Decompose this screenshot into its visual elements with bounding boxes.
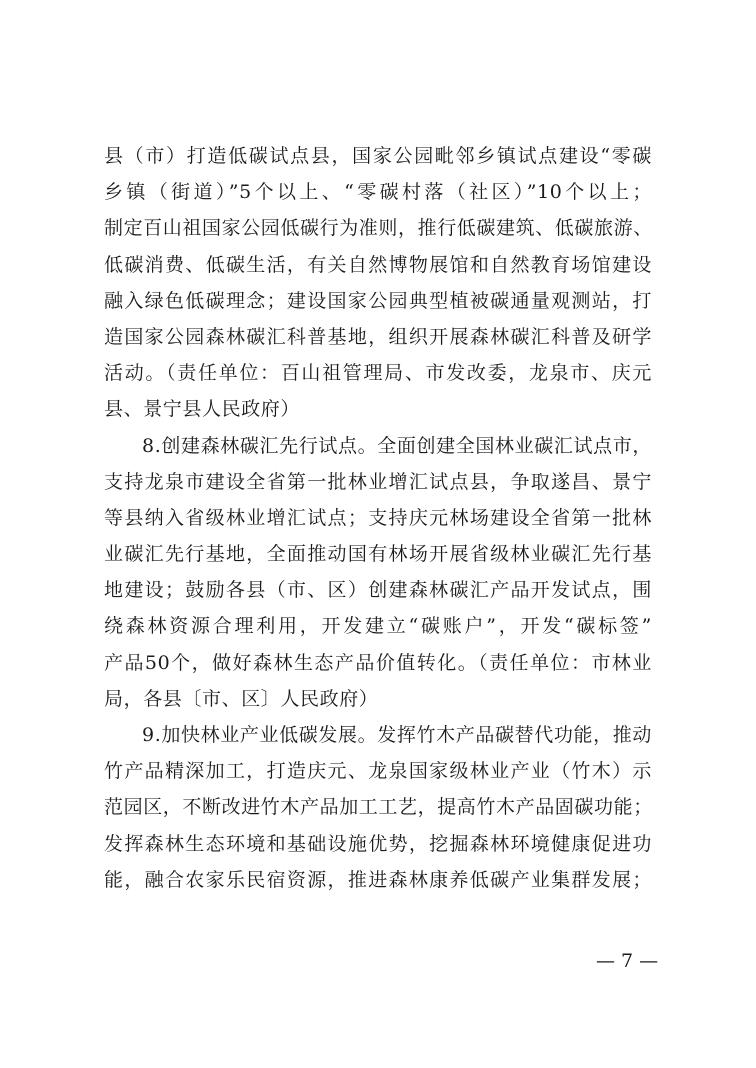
text-line: 地建设；鼓励各县（市、区）创建森林碳汇产品开发试点，围	[104, 579, 652, 602]
text-line: 支持龙泉市建设全省第一批林业增汇试点县，争取遂昌、景宁	[104, 470, 652, 493]
text-line: 等县纳入省级林业增汇试点；支持庆元林场建设全省第一批林	[104, 506, 652, 529]
text-line: 发挥森林生态环境和基础设施优势，挖掘森林环境健康促进功	[104, 832, 652, 855]
text-line: 县（市）打造低碳试点县，国家公园毗邻乡镇试点建设“零碳	[104, 145, 652, 167]
text-line: 范园区，不断改进竹木产品加工工艺，提高竹木产品固碳功能；	[104, 796, 653, 819]
item-8-heading-line: 8.创建森林碳汇先行试点。全面创建全国林业碳汇试点市，	[142, 434, 652, 457]
text-line: 局，各县〔市、区〕人民政府）	[104, 687, 379, 710]
text-line: 业碳汇先行基地，全面推动国有林场开展省级林业碳汇先行基	[104, 543, 652, 566]
text-line: 制定百山祖国家公园低碳行为准则，推行低碳建筑、低碳旅游、	[104, 217, 653, 240]
text-line: 县、景宁县人民政府）	[104, 398, 301, 421]
text-line: 活动。（责任单位：百山祖管理局、市发改委，龙泉市、庆元	[104, 362, 652, 385]
text-line: 融入绿色低碳理念；建设国家公园典型植被碳通量观测站，打	[104, 289, 652, 312]
text-line: 造国家公园森林碳汇科普基地，组织开展森林碳汇科普及研学	[104, 325, 652, 348]
text-line: 绕森林资源合理利用，开发建立“碳账户”，开发“碳标签”	[104, 615, 652, 638]
text-line: 乡镇（街道）”5个以上、“零碳村落（社区）”10个以上；	[104, 181, 652, 204]
text-line: 产品50个，做好森林生态产品价值转化。（责任单位：市林业	[104, 651, 652, 674]
page-number: — 7 —	[596, 950, 659, 972]
item-9-heading-line: 9.加快林业产业低碳发展。发挥竹木产品碳替代功能，推动	[142, 724, 652, 746]
text-line: 竹产品精深加工，打造庆元、龙泉国家级林业产业（竹木）示	[104, 760, 652, 783]
text-line: 能，融合农家乐民宿资源，推进森林康养低碳产业集群发展；	[104, 868, 652, 891]
text-line: 低碳消费、低碳生活，有关自然博物展馆和自然教育场馆建设	[104, 253, 652, 276]
body-text	[104, 138, 652, 898]
